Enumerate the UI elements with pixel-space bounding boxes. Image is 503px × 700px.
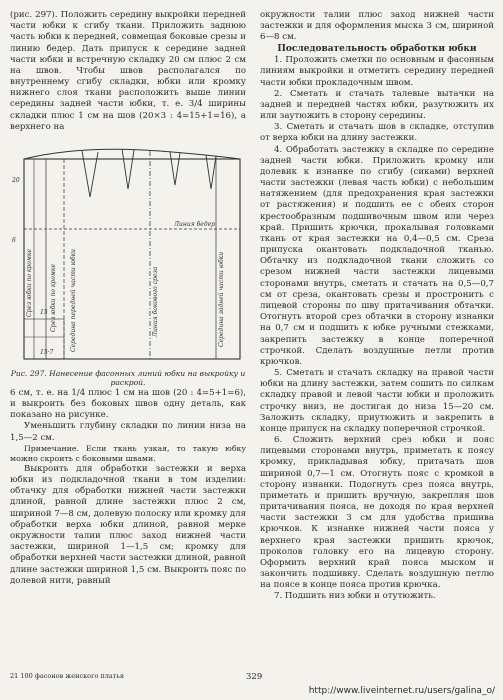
label-edge-cut: Срез юбки по кромке	[26, 248, 33, 317]
note: Примечание. Если ткань узкая, то такую юбку можно скроить с боковыми швами.	[10, 443, 246, 463]
pattern-figure	[10, 137, 246, 367]
right-column	[260, 10, 494, 603]
source-url[interactable]: http://www.liveinternet.ru/users/galina_o/	[308, 686, 495, 696]
figure-caption: Рис. 297. Нанесение фасонных линий юбки на выкройку и раскрой.	[10, 368, 246, 388]
skirt-pattern-drawing	[10, 137, 246, 367]
left-column	[10, 10, 246, 587]
label-side-line: Линия бокового среза	[152, 266, 159, 337]
left-paragraph-4: Выкроить для обработки застежки и верха юбки из подкладочной ткани в том изделии: обтачку для обработки нижней части застежки длиной, равной длине застежки плюс 2 см, шириной 7—8 см, долевую полоску или кромку для обработки верха юбки длиной, равной мерке окружности талии плюс заход нижней части застежки, шириной 1—1,5 см; кромку для обработки верхней части застежки длиной, равной длине застежки шириной 1,5 см. Выкроить пояс по долевой нити, равный	[10, 463, 246, 586]
step-3: 3. Сметать и стачать шов в складке, отступив от верха юбки на длину застежки.	[260, 122, 494, 144]
section-heading: Последовательность обработки юбки	[277, 43, 477, 54]
dim-6: 6	[12, 236, 16, 244]
page-number: 329	[246, 672, 263, 682]
label-hip-line: Линия бедер	[174, 220, 215, 228]
step-1: 1. Проложить сметки по основным и фасонным линиям выкройки и отметить середину передней части юбки прокладочным швом.	[260, 55, 494, 88]
left-paragraph-2: 6 см, т. е. на 1/4 плюс 1 см на шов (20 : 4=5+1=6), и выкроить без боковых швов одну деталь, как показано на рисунке.	[10, 387, 246, 421]
label-center-back: Середина задней части юбки	[218, 251, 225, 347]
label-edge-cut-2: Срез юбки по кромке	[50, 263, 57, 332]
label-center-front: Середина передней части юбки	[70, 248, 77, 352]
left-paragraph-1: (рис. 297). Положить середину выкройки передней части юбки к сгибу ткани. Приложить заднюю часть юбки к передней, совмещая боковые срезы и линию бедер. Дать припуск к середине задней части юбки и встречную складку 20 см плюс 2 см на швов. Чтобы швов располагался по внутреннему сгибу складки, юбки или кромку нижнего слоя ткани расположить выше линии середины задней части юбки, т. е. 3/4 ширины складки плюс 1 см на шов (20×3 : 4=15+1=16), а верхнего на	[10, 10, 246, 132]
step-5: 5. Сметать и стачать складку на правой части юбки на длину застежки, затем сошить по силкам складку правой и левой части юбки и проложить строчку вниз, не достигая до низа 15—20 см. Заложить складку, приутюжить и закрепить в конце припуск на складку поперечной строчкой.	[260, 368, 494, 434]
footer-book-title: 21 100 фасонов женского платья	[10, 672, 125, 680]
step-6: 6. Сложить верхний срез юбки и пояс лицевыми сторонами внутрь, приметать к поясу кромку, прикладывая юбку, притачать шов шириной 0,7—1 см. Отогнуть пояс с кромкой в сторону изнанки. Подогнуть срез пояса внутрь, приметать и пришить вручную, закрепляя шов притачивания пояса, не доходя по края верхней части застежки 3 см для удобства пришива крючков. К изнанке нижней части пояса у верхнего края застежки пришить крючок, проколов головку его на лицевую сторону. Оформить верхний край пояса мыском и закончить подшивку. Сделать воздушную петлю на поясе в конце пояса против крючка.	[260, 435, 494, 591]
dim-15: 15	[40, 308, 48, 316]
step-7: 7. Подшить низ юбки и отутюжить.	[274, 591, 436, 602]
dim-20: 20	[12, 176, 20, 184]
left-paragraph-3: Уменьшить глубину складки по линии низа на 1,5—2 см.	[10, 421, 246, 443]
dim-15-7: 15·7	[40, 348, 54, 356]
right-paragraph-1: окружности талии плюс заход нижней части застежки и для оформления мыска 3 см, шириной 6—8 см.	[260, 10, 494, 43]
step-4: 4. Обработать застежку в складке по середине задней части юбки. Приложить кромку или долевик к изнанке по сгибу (сиками) верхней части застежки (левая часть юбки) с небольшим натяжением (для предохранения края застежки от растяжения) и подшить ее с обеих сторон крестообразным подшивочным швом или через край. Пришить крючки, прокалывая головками ткань от края застежки на 0,4—0,5 см. Среза припуска окантовать подкладочной тканью. Обтачку из подкладочной ткани сложить со срезом нижней части застежки лицевыми сторонами внутрь, сметать и стачать на 0,5—0,7 см от среза, окантовать срезы и простронить с лицевой стороны по шву притачивания обтачки. Отогнуть второй срез обтачки в сторону изнанки на 0,7 см и подшить к юбке ручными стежками, закрепить застежку в конце поперечной строчкой. Сделать воздушные петли против крючков.	[260, 144, 494, 367]
step-2: 2. Сметать и стачать талевые вытачки на задней и передней частях юбки, разутюжить их или заутюжить в сторону середины.	[260, 88, 494, 122]
